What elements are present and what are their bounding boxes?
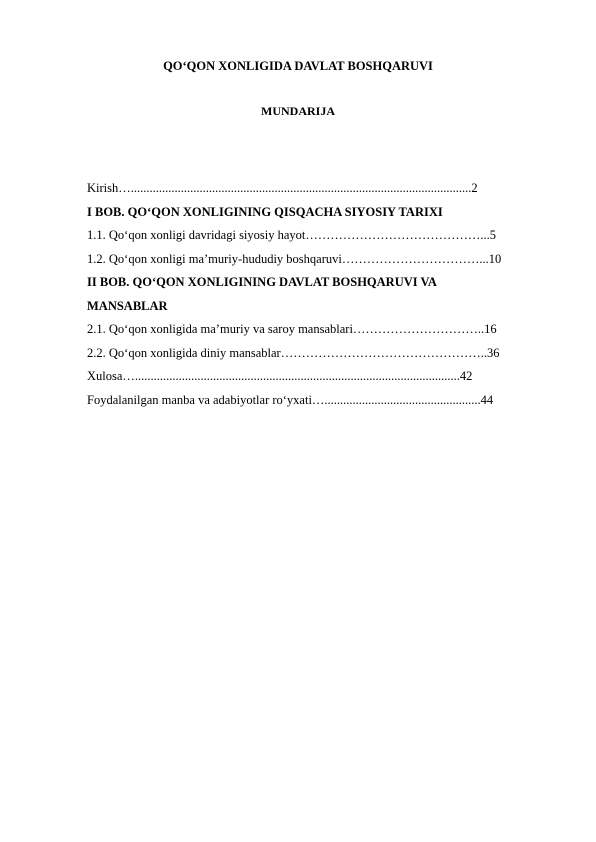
toc-entry-2-1[interactable]: 2.1. Qo‘qon xonligida ma’muriy va saroy mansablari…………………………..16 bbox=[87, 322, 497, 336]
toc-chapter-2-line-1[interactable]: II BOB. QO‘QON XONLIGINING DAVLAT BOSHQARUVI VA bbox=[87, 275, 437, 289]
toc-chapter-2-line-2[interactable]: MANSABLAR bbox=[87, 298, 168, 313]
toc-heading: MUNDARIJA bbox=[261, 104, 335, 118]
toc-entry-1-1[interactable]: 1.1. Qo‘qon xonligi davridagi siyosiy hayot……………………………………...5 bbox=[87, 228, 497, 242]
toc-chapter-1[interactable]: I BOB. QO‘QON XONLIGINING QISQACHA SIYOSIY TARIXI bbox=[87, 204, 443, 219]
toc-entry-1-2[interactable]: 1.2. Qo‘qon xonligi ma’muriy-hududiy boshqaruvi……………………………...10 bbox=[87, 251, 502, 266]
table-of-contents bbox=[87, 177, 567, 412]
toc-entry-references[interactable]: Foydalanilgan manba va adabiyotlar ro‘yxati…..................................................44 bbox=[87, 392, 494, 407]
toc-entry-2-2[interactable]: 2.2. Qo‘qon xonligida diniy mansablar…………………………………………..36 bbox=[87, 345, 500, 360]
toc-entry-conclusion[interactable]: Xulosa…........................................................................................................42 bbox=[87, 369, 473, 383]
document-title: QO‘QON XONLIGIDA DAVLAT BOSHQARUVI bbox=[163, 59, 433, 73]
toc-entry-intro[interactable]: Kirish….............................................................................................................2 bbox=[87, 181, 478, 195]
